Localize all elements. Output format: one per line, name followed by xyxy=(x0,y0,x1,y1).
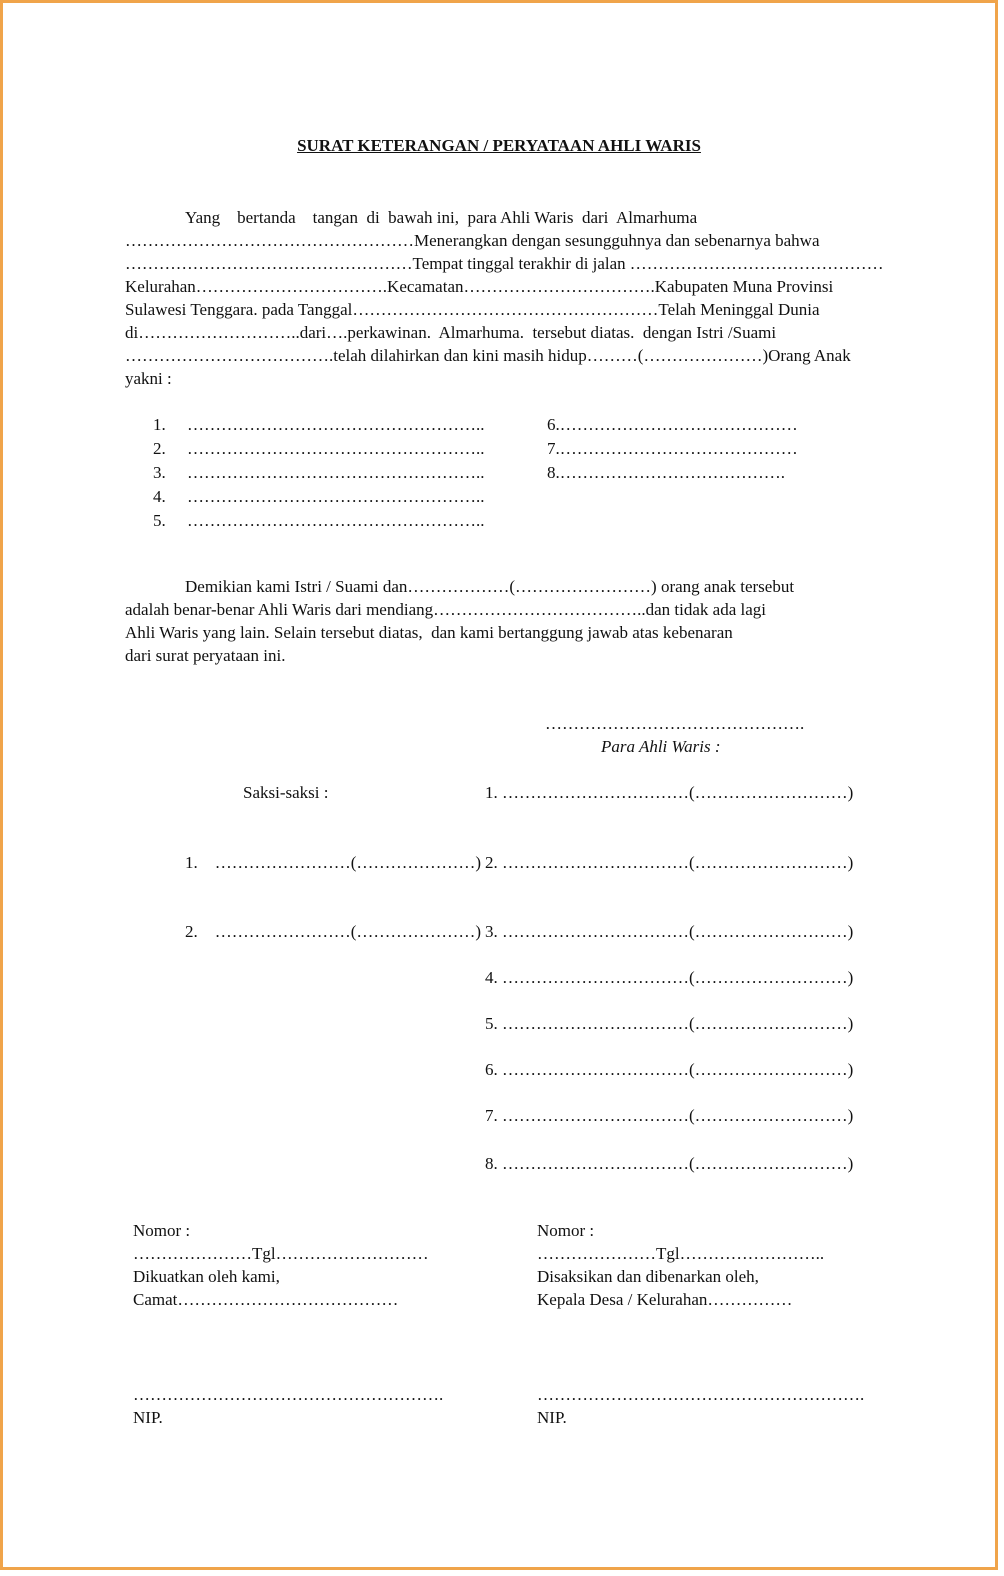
nomor-label: Nomor : xyxy=(537,1221,595,1240)
child-number: 2. xyxy=(153,439,166,458)
signature-line: ………………………………………………. xyxy=(133,1385,444,1404)
heir-line: 3. ……………………………(………………………) xyxy=(485,922,854,941)
heir-line: 2. ……………………………(………………………) xyxy=(485,853,854,872)
witnessed-by: Disaksikan dan dibenarkan oleh, xyxy=(537,1267,759,1286)
strengthened-by: Dikuatkan oleh kami, xyxy=(133,1267,280,1286)
nip-label: NIP. xyxy=(537,1408,567,1427)
child-number: 5. xyxy=(153,511,166,530)
nip-label: NIP. xyxy=(133,1408,163,1427)
witness-label: Saksi-saksi : xyxy=(243,783,329,802)
paragraph2-line-4: dari surat peryataan ini. xyxy=(125,646,286,665)
child-number: 4. xyxy=(153,487,166,506)
paragraph2-line-1: Demikian kami Istri / Suami dan………………(……………………) orang anak tersebut xyxy=(185,577,795,596)
heir-line: 6. ……………………………(………………………) xyxy=(485,1060,854,1079)
child-name-field: …………………………………………….. xyxy=(187,463,485,482)
child-number: 3. xyxy=(153,463,166,482)
signature-line: …………………………………………………. xyxy=(537,1385,865,1404)
document-title: SURAT KETERANGAN / PERYATAAN AHLI WARIS xyxy=(297,136,701,155)
child-number: 1. xyxy=(153,415,166,434)
date-line: ………………………………………. xyxy=(545,714,805,733)
child-name-field: …………………………………………….. xyxy=(187,415,485,434)
village-head-line: Kepala Desa / Kelurahan…………… xyxy=(537,1290,793,1309)
heir-line: 5. ……………………………(………………………) xyxy=(485,1014,854,1033)
child-item: 8.…………………………………. xyxy=(547,463,785,482)
paragraph1-line-6: di………………………..dari….perkawinan. Almarhuma. tersebut diatas. dengan Istri /Suami xyxy=(125,323,777,342)
paragraph2-line-3: Ahli Waris yang lain. Selain tersebut diatas, dan kami bertanggung jawab atas kebenaran xyxy=(125,623,733,642)
paragraph1-line-2: ……………………………………………Menerangkan dengan sesungguhnya dan sebenarnya bahwa xyxy=(125,231,820,250)
paragraph1-line-8: yakni : xyxy=(125,369,172,388)
heir-line: 4. ……………………………(………………………) xyxy=(485,968,854,987)
paragraph1-line-7: ……………………………….telah dilahirkan dan kini masih hidup………(…………………)Orang Anak xyxy=(125,346,851,365)
paragraph1-line-3: ……………………………………………Tempat tinggal terakhir di jalan ……………………………………… xyxy=(125,254,884,273)
heir-line: 7. ……………………………(………………………) xyxy=(485,1106,854,1125)
heir-line: 1. ……………………………(………………………) xyxy=(485,783,854,802)
nomor-label: Nomor : xyxy=(133,1221,191,1240)
child-item: 7.…………………………………… xyxy=(547,439,798,458)
child-item: 6.…………………………………… xyxy=(547,415,798,434)
tgl-line: …………………Tgl…………………….. xyxy=(537,1244,825,1263)
heirs-label: Para Ahli Waris : xyxy=(601,737,721,756)
paragraph1-line-4: Kelurahan…………………………….Kecamatan…………………………….Kabupaten Muna Provinsi xyxy=(125,277,834,296)
witness-line: 2. ……………………(…………………) xyxy=(185,922,482,941)
paragraph1-line-1: Yang bertanda tangan di bawah ini, para Ahli Waris dari Almarhuma xyxy=(185,208,698,227)
witness-line: 1. ……………………(…………………) xyxy=(185,853,482,872)
child-name-field: …………………………………………….. xyxy=(187,439,485,458)
child-name-field: …………………………………………….. xyxy=(187,511,485,530)
heir-line: 8. ……………………………(………………………) xyxy=(485,1154,854,1173)
paragraph1-line-5: Sulawesi Tenggara. pada Tanggal………………………………………………Telah Meninggal Dunia xyxy=(125,300,820,319)
camat-line: Camat………………………………… xyxy=(133,1290,399,1309)
tgl-line: …………………Tgl……………………… xyxy=(133,1244,429,1263)
paragraph2-line-2: adalah benar-benar Ahli Waris dari mendiang………………………………..dan tidak ada lagi xyxy=(125,600,766,619)
child-name-field: …………………………………………….. xyxy=(187,487,485,506)
